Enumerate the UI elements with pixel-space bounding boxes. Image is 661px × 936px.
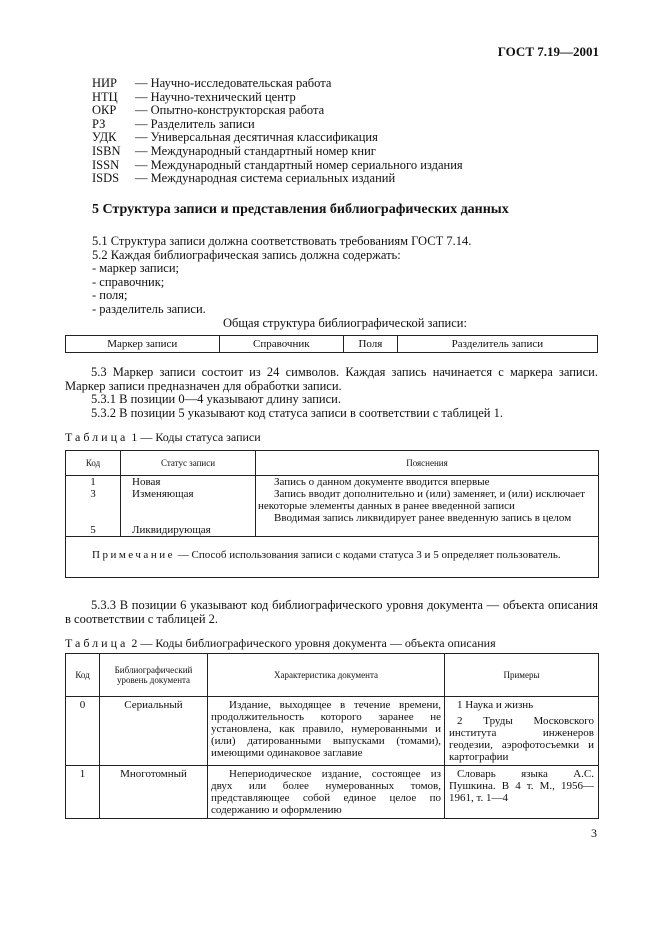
abbreviation-code: ISBN: [92, 143, 121, 158]
desc-cell: Запись о данном документе вводится впервые: [274, 476, 490, 488]
table-row: [66, 476, 599, 537]
example-item: Словарь языка А.С. Пушкина. В 4 т. М., 1956—1961, т. 1—4: [449, 768, 594, 804]
abbreviation-row: [92, 104, 463, 118]
abbreviation-code: ОКР: [92, 103, 117, 118]
status-codes-table: [65, 450, 599, 578]
abbreviation-row: [92, 145, 463, 159]
structure-caption: Общая структура библиографической записи:: [223, 316, 467, 330]
abbreviation-row: [92, 118, 463, 132]
abbreviation-code: ISDS: [92, 171, 120, 186]
list-item: - разделитель записи.: [92, 301, 206, 316]
abbreviation-list: [92, 77, 463, 186]
level-code-cell: 1: [66, 766, 100, 819]
list-item: - поля;: [92, 288, 128, 303]
table2-caption: [65, 636, 496, 651]
paragraph-5-3-1: 5.3.1 В позиции 0—4 указывают длину записи.: [91, 392, 341, 407]
table1-caption: [65, 430, 261, 445]
table2-header-code: Код: [66, 654, 100, 697]
abbreviation-text: — Международный стандартный номер сериального издания: [135, 157, 463, 172]
marker-paragraphs: [65, 366, 598, 420]
example-item: 2 Труды Московского института инженеров геодезии, аэрофотосъемки и картографии: [449, 715, 594, 763]
level-desc-cell: [208, 697, 445, 766]
status-cell: Новая: [132, 476, 161, 488]
running-header: ГОСТ 7.19—2001: [497, 44, 599, 59]
table1-descriptions: [256, 476, 599, 537]
table-row: [66, 697, 599, 766]
abbreviation-row: [92, 131, 463, 145]
code-cell: 5: [90, 524, 96, 536]
abbreviation-text: — Научно-исследовательская работа: [135, 76, 332, 90]
level-desc-text: Непериодическое издание, состоящее из двух или более нумерованных томов, представляющее собой единое целое по содержанию и оформлению: [211, 768, 441, 816]
abbreviation-text: — Международный стандартный номер книг: [135, 143, 376, 158]
level-name-cell: Сериальный: [100, 697, 208, 766]
structure-cell-marker: Маркер записи: [66, 336, 220, 353]
abbreviation-code: НИР: [92, 76, 118, 90]
bibliographic-level-table: [65, 653, 599, 819]
structure-cell-fields: Поля: [344, 336, 398, 353]
level-name-cell: Многотомный: [100, 766, 208, 819]
table1-statuses: [121, 476, 256, 537]
paragraph-5-2: 5.2 Каждая библиографическая запись должна содержать:: [92, 247, 401, 262]
status-cell: Ликвидирующая: [132, 524, 211, 536]
level-examples-cell: [445, 766, 599, 819]
level-desc-cell: [208, 766, 445, 819]
abbreviation-code: УДК: [92, 130, 117, 145]
table1-note: [66, 537, 599, 578]
table1-codes: [66, 476, 121, 537]
table2-caption-text: 2 — Коды библиографического уровня документа — объекта описания: [128, 636, 496, 650]
table2-header-row: [66, 654, 599, 697]
table1-header-desc: Пояснения: [256, 451, 599, 476]
abbreviation-text: — Универсальная десятичная классификация: [135, 130, 378, 145]
level-code-cell: 0: [66, 697, 100, 766]
table2-header-level: Библиографический уровень документа: [100, 654, 208, 697]
table1-caption-text: 1 — Коды статуса записи: [128, 430, 261, 444]
table1-note-row: [66, 537, 599, 578]
structure-row: [66, 336, 598, 353]
abbreviation-row: [92, 77, 463, 91]
abbreviation-row: [92, 159, 463, 173]
page-number: 3: [591, 826, 597, 840]
example-item: 1 Наука и жизнь: [457, 699, 534, 711]
paragraph-5-3-3-block: [65, 599, 598, 626]
abbreviation-row: [92, 172, 463, 186]
section-body: [92, 235, 598, 317]
abbreviation-row: [92, 91, 463, 105]
table-row: [66, 766, 599, 819]
note-text: — Способ использования записи с кодами статуса 3 и 5 определяет пользователь.: [174, 549, 561, 561]
abbreviation-text: — Разделитель записи: [135, 116, 255, 131]
structure-cell-separator: Разделитель записи: [397, 336, 597, 353]
record-structure-table: [65, 335, 598, 353]
table1-header-row: [66, 451, 599, 476]
paragraph-5-3: 5.3 Маркер записи состоит из 24 символов. Каждая запись начинается с маркера записи. Маркер записи предназначен для обработки записи.: [65, 365, 598, 393]
section-title: 5 Структура записи и представления библиографических данных: [92, 202, 509, 217]
list-item: - маркер записи;: [92, 261, 180, 276]
paragraph-5-3-2: 5.3.2 В позиции 5 указывают код статуса записи в соответствии с таблицей 1.: [91, 405, 503, 420]
table1-header-status: Статус записи: [121, 451, 256, 476]
level-desc-text: Издание, выходящее в течение времени, продолжительность которого заранее не установлена, как правило, нумерованными и (или) датированными выпусками (томами), имеющими одинаковое заглавие: [211, 699, 441, 759]
abbreviation-code: ISSN: [92, 157, 120, 172]
abbreviation-code: НТЦ: [92, 89, 118, 104]
desc-cell: Запись вводит дополнительно и (или) заменяет, и (или) исключает некоторые элементы данных в ранее введенной записи: [258, 488, 585, 512]
note-label: Примечание: [92, 549, 175, 561]
structure-cell-directory: Справочник: [219, 336, 344, 353]
paragraph-5-3-3: 5.3.3 В позиции 6 указывают код библиографического уровня документа — объекта описания в соответствии с таблицей 2.: [65, 598, 598, 626]
table2-header-desc: Характеристика документа: [208, 654, 445, 697]
table1-header-code: Код: [66, 451, 121, 476]
table2-caption-label: Таблица: [65, 636, 129, 650]
paragraph-5-1: 5.1 Структура записи должна соответствовать требованиям ГОСТ 7.14.: [92, 234, 472, 248]
code-cell: 3: [90, 488, 96, 500]
level-examples-cell: [445, 697, 599, 766]
abbreviation-text: — Международная система сериальных изданий: [135, 171, 396, 186]
code-cell: 1: [90, 476, 96, 488]
list-item: - справочник;: [92, 274, 165, 289]
status-cell: Изменяющая: [132, 488, 194, 500]
abbreviation-text: — Опытно-конструкторская работа: [135, 103, 325, 118]
table2-header-examples: Примеры: [445, 654, 599, 697]
table1-caption-label: Таблица: [65, 430, 129, 444]
abbreviation-code: РЗ: [92, 116, 106, 131]
desc-cell: Вводимая запись ликвидирует ранее введенную запись в целом: [274, 512, 572, 524]
abbreviation-text: — Научно-технический центр: [135, 89, 296, 104]
